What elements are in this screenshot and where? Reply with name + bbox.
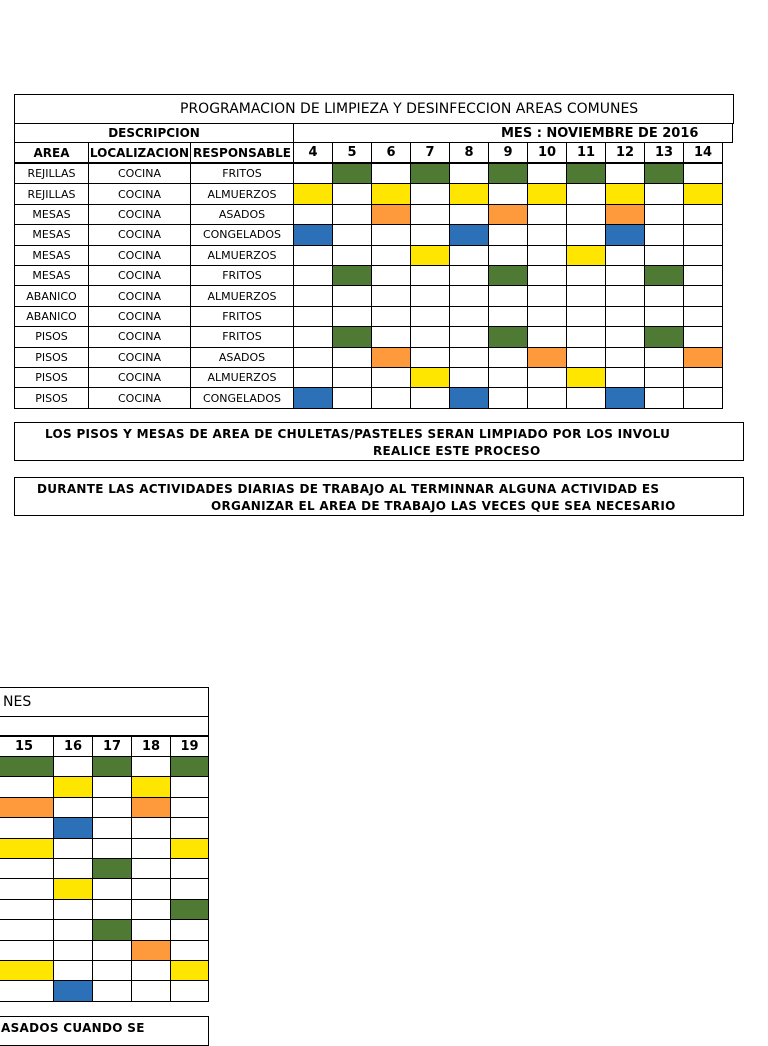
schedule-cell-day-11 [566,367,606,388]
day-header-6: 6 [371,142,411,163]
schedule-cell-day-15 [0,899,54,920]
schedule-cell-day-11 [566,224,606,245]
row-location: COCINA [88,265,191,286]
schedule-cell-day-11 [566,326,606,347]
row-location: COCINA [88,245,191,266]
schedule-cell-day-5 [332,347,372,368]
schedule-cell-day-12 [605,224,645,245]
schedule-cell-day-5 [332,183,372,204]
schedule-cell-day-15 [0,817,54,838]
schedule-cell-day-6 [371,183,411,204]
schedule-cell-day-12 [605,163,645,184]
schedule-cell-day-19 [170,797,209,818]
row-area: PISOS [14,347,89,368]
schedule-cell-day-9 [488,367,528,388]
schedule-cell-day-10 [527,163,567,184]
schedule-cell-day-4 [293,306,333,327]
row-responsible: FRITOS [190,265,294,286]
row-responsible: ALMUERZOS [190,183,294,204]
schedule-cell-day-14 [683,245,723,266]
schedule-cell-day-19 [170,960,209,981]
schedule-cell-day-7 [410,367,450,388]
schedule-cell-day-14 [683,347,723,368]
schedule-cell-day-10 [527,387,567,408]
col-header-location: LOCALIZACION [88,142,191,163]
sheet-fragment-bottom [0,680,210,1035]
row-responsible: ALMUERZOS [190,285,294,306]
col-header-responsible: RESPONSABLE [190,142,294,163]
schedule-cell-day-16 [53,878,93,899]
schedule-cell-day-18 [131,940,171,961]
schedule-cell-day-14 [683,285,723,306]
schedule-cell-day-17 [92,838,132,859]
schedule-cell-day-9 [488,183,528,204]
schedule-cell-day-14 [683,204,723,225]
title-fragment-row [0,687,209,717]
schedule-cell-day-15 [0,838,54,859]
row-responsible: FRITOS [190,163,294,184]
row-area: MESAS [14,245,89,266]
note-fragment-text: ASADOS CUANDO SE [1,1021,145,1035]
row-area: REJILLAS [14,163,89,184]
day-header-17: 17 [92,736,132,757]
schedule-cell-day-12 [605,306,645,327]
schedule-cell-day-16 [53,980,93,1001]
schedule-cell-day-18 [131,776,171,797]
schedule-cell-day-7 [410,326,450,347]
row-responsible: CONGELADOS [190,387,294,408]
month-label-cell [293,123,733,143]
schedule-cell-day-19 [170,776,209,797]
day-header-16: 16 [53,736,93,757]
schedule-cell-day-4 [293,245,333,266]
schedule-cell-day-10 [527,306,567,327]
schedule-cell-day-4 [293,285,333,306]
note-2-line-2: ORGANIZAR EL AREA DE TRABAJO LAS VECES QUE SEA NECESARIO [211,499,676,513]
schedule-cell-day-16 [53,776,93,797]
sheet-title: PROGRAMACION DE LIMPIEZA Y DESINFECCION AREAS COMUNES [180,101,639,117]
month-label: MES : NOVIEMBRE DE 2016 [501,125,699,141]
schedule-cell-day-13 [644,204,684,225]
schedule-cell-day-8 [449,245,489,266]
description-header: DESCRIPCION [14,123,294,143]
note-floors-tables [14,422,744,461]
schedule-cell-day-8 [449,347,489,368]
row-responsible: CONGELADOS [190,224,294,245]
row-area: REJILLAS [14,183,89,204]
schedule-cell-day-19 [170,756,209,777]
schedule-cell-day-14 [683,265,723,286]
schedule-cell-day-14 [683,163,723,184]
schedule-cell-day-11 [566,183,606,204]
row-area: MESAS [14,224,89,245]
schedule-cell-day-11 [566,265,606,286]
title-fragment: NES [3,694,32,710]
schedule-cell-day-9 [488,224,528,245]
schedule-cell-day-16 [53,797,93,818]
note-2-line-1: DURANTE LAS ACTIVIDADES DIARIAS DE TRABAJO AL TERMINNAR ALGUNA ACTIVIDAD ES [37,482,660,496]
schedule-cell-day-17 [92,960,132,981]
schedule-cell-day-17 [92,878,132,899]
note-daily-activities [14,477,744,516]
schedule-cell-day-12 [605,204,645,225]
note-fragment [0,1016,209,1046]
schedule-cell-day-6 [371,224,411,245]
schedule-cell-day-13 [644,224,684,245]
schedule-cell-day-11 [566,204,606,225]
day-header-8: 8 [449,142,489,163]
schedule-cell-day-8 [449,204,489,225]
row-location: COCINA [88,163,191,184]
schedule-cell-day-18 [131,838,171,859]
schedule-cell-day-5 [332,367,372,388]
schedule-cell-day-7 [410,183,450,204]
schedule-cell-day-7 [410,387,450,408]
row-area: PISOS [14,367,89,388]
schedule-cell-day-17 [92,858,132,879]
schedule-cell-day-16 [53,838,93,859]
schedule-cell-day-15 [0,756,54,777]
schedule-cell-day-17 [92,756,132,777]
schedule-cell-day-12 [605,326,645,347]
schedule-cell-day-4 [293,326,333,347]
schedule-cell-day-16 [53,858,93,879]
row-location: COCINA [88,326,191,347]
schedule-cell-day-8 [449,285,489,306]
row-responsible: ASADOS [190,347,294,368]
schedule-cell-day-5 [332,285,372,306]
schedule-cell-day-7 [410,265,450,286]
row-location: COCINA [88,224,191,245]
row-responsible: FRITOS [190,306,294,327]
schedule-cell-day-19 [170,899,209,920]
schedule-cell-day-6 [371,265,411,286]
day-header-18: 18 [131,736,171,757]
schedule-cell-day-4 [293,367,333,388]
row-responsible: ALMUERZOS [190,367,294,388]
schedule-cell-day-10 [527,265,567,286]
schedule-cell-day-16 [53,817,93,838]
schedule-cell-day-10 [527,326,567,347]
schedule-cell-day-14 [683,306,723,327]
schedule-cell-day-10 [527,183,567,204]
row-location: COCINA [88,183,191,204]
schedule-cell-day-4 [293,224,333,245]
row-responsible: FRITOS [190,326,294,347]
day-header-13: 13 [644,142,684,163]
row-area: ABANICO [14,285,89,306]
schedule-cell-day-12 [605,265,645,286]
schedule-cell-day-12 [605,245,645,266]
schedule-cell-day-17 [92,980,132,1001]
schedule-cell-day-6 [371,347,411,368]
schedule-cell-day-18 [131,858,171,879]
schedule-cell-day-11 [566,163,606,184]
schedule-cell-day-16 [53,756,93,777]
schedule-cell-day-5 [332,224,372,245]
schedule-cell-day-5 [332,245,372,266]
schedule-cell-day-17 [92,817,132,838]
schedule-cell-day-17 [92,899,132,920]
schedule-cell-day-18 [131,878,171,899]
schedule-cell-day-17 [92,797,132,818]
schedule-cell-day-10 [527,285,567,306]
schedule-cell-day-11 [566,245,606,266]
day-header-12: 12 [605,142,645,163]
schedule-cell-day-17 [92,919,132,940]
schedule-cell-day-19 [170,980,209,1001]
schedule-cell-day-19 [170,940,209,961]
schedule-cell-day-19 [170,817,209,838]
schedule-cell-day-13 [644,347,684,368]
schedule-cell-day-14 [683,224,723,245]
row-area: MESAS [14,204,89,225]
schedule-cell-day-9 [488,326,528,347]
schedule-cell-day-9 [488,245,528,266]
schedule-cell-day-19 [170,838,209,859]
schedule-cell-day-5 [332,387,372,408]
schedule-cell-day-17 [92,940,132,961]
schedule-cell-day-15 [0,919,54,940]
schedule-cell-day-14 [683,183,723,204]
schedule-cell-day-9 [488,387,528,408]
schedule-cell-day-18 [131,919,171,940]
row-location: COCINA [88,285,191,306]
schedule-cell-day-6 [371,367,411,388]
schedule-cell-day-7 [410,163,450,184]
schedule-cell-day-11 [566,347,606,368]
schedule-cell-day-11 [566,306,606,327]
schedule-cell-day-15 [0,980,54,1001]
day-header-15: 15 [0,736,54,757]
schedule-cell-day-15 [0,858,54,879]
schedule-cell-day-4 [293,204,333,225]
schedule-cell-day-6 [371,285,411,306]
row-location: COCINA [88,306,191,327]
row-area: MESAS [14,265,89,286]
schedule-cell-day-8 [449,306,489,327]
row-area: PISOS [14,326,89,347]
schedule-cell-day-7 [410,285,450,306]
schedule-cell-day-7 [410,224,450,245]
schedule-cell-day-5 [332,265,372,286]
schedule-cell-day-5 [332,326,372,347]
schedule-cell-day-13 [644,306,684,327]
schedule-cell-day-6 [371,245,411,266]
schedule-cell-day-10 [527,224,567,245]
note-1-line-1: LOS PISOS Y MESAS DE AREA DE CHULETAS/PASTELES SERAN LIMPIADO POR LOS INVOLU [45,427,671,441]
schedule-cell-day-9 [488,285,528,306]
schedule-cell-day-15 [0,960,54,981]
schedule-cell-day-16 [53,940,93,961]
row-location: COCINA [88,387,191,408]
day-header-19: 19 [170,736,209,757]
schedule-cell-day-13 [644,183,684,204]
col-header-area: AREA [14,142,89,163]
schedule-cell-day-19 [170,919,209,940]
day-header-14: 14 [683,142,723,163]
sheet-title-row [14,94,734,124]
schedule-cell-day-14 [683,326,723,347]
schedule-cell-day-13 [644,326,684,347]
schedule-cell-day-14 [683,387,723,408]
schedule-cell-day-5 [332,306,372,327]
schedule-cell-day-12 [605,387,645,408]
schedule-cell-day-9 [488,347,528,368]
schedule-cell-day-18 [131,960,171,981]
schedule-cell-day-16 [53,960,93,981]
row-area: ABANICO [14,306,89,327]
schedule-cell-day-16 [53,919,93,940]
schedule-cell-day-13 [644,285,684,306]
schedule-cell-day-8 [449,387,489,408]
schedule-cell-day-9 [488,265,528,286]
schedule-cell-day-10 [527,347,567,368]
schedule-cell-day-13 [644,387,684,408]
day-header-7: 7 [410,142,450,163]
schedule-cell-day-8 [449,367,489,388]
schedule-cell-day-6 [371,163,411,184]
schedule-cell-day-4 [293,387,333,408]
schedule-cell-day-15 [0,878,54,899]
schedule-cell-day-7 [410,245,450,266]
note-1-line-2: REALICE ESTE PROCESO [373,444,541,458]
schedule-cell-day-7 [410,306,450,327]
schedule-cell-day-4 [293,265,333,286]
schedule-cell-day-6 [371,204,411,225]
day-header-9: 9 [488,142,528,163]
schedule-cell-day-6 [371,387,411,408]
schedule-cell-day-6 [371,306,411,327]
schedule-cell-day-16 [53,899,93,920]
row-responsible: ASADOS [190,204,294,225]
schedule-cell-day-14 [683,367,723,388]
schedule-cell-day-4 [293,347,333,368]
schedule-cell-day-19 [170,878,209,899]
schedule-cell-day-13 [644,163,684,184]
row-location: COCINA [88,347,191,368]
schedule-cell-day-12 [605,347,645,368]
schedule-cell-day-15 [0,776,54,797]
row-location: COCINA [88,204,191,225]
schedule-cell-day-19 [170,858,209,879]
schedule-cell-day-18 [131,797,171,818]
schedule-cell-day-12 [605,183,645,204]
schedule-cell-day-13 [644,367,684,388]
day-header-10: 10 [527,142,567,163]
schedule-cell-day-8 [449,183,489,204]
schedule-cell-day-7 [410,347,450,368]
schedule-cell-day-18 [131,756,171,777]
schedule-cell-day-8 [449,224,489,245]
schedule-cell-day-5 [332,163,372,184]
schedule-cell-day-17 [92,776,132,797]
schedule-cell-day-18 [131,980,171,1001]
schedule-cell-day-9 [488,163,528,184]
schedule-cell-day-15 [0,940,54,961]
schedule-cell-day-6 [371,326,411,347]
schedule-cell-day-8 [449,265,489,286]
schedule-cell-day-11 [566,387,606,408]
schedule-cell-day-4 [293,183,333,204]
row-area: PISOS [14,387,89,408]
schedule-cell-day-5 [332,204,372,225]
schedule-cell-day-13 [644,245,684,266]
schedule-cell-day-18 [131,817,171,838]
schedule-cell-day-10 [527,204,567,225]
schedule-cell-day-8 [449,326,489,347]
day-header-11: 11 [566,142,606,163]
month-fragment-row [0,716,209,736]
schedule-cell-day-12 [605,367,645,388]
day-header-5: 5 [332,142,372,163]
row-location: COCINA [88,367,191,388]
schedule-cell-day-8 [449,163,489,184]
schedule-cell-day-9 [488,306,528,327]
schedule-cell-day-4 [293,163,333,184]
schedule-cell-day-15 [0,797,54,818]
schedule-cell-day-11 [566,285,606,306]
schedule-cell-day-12 [605,285,645,306]
schedule-cell-day-7 [410,204,450,225]
schedule-cell-day-13 [644,265,684,286]
schedule-cell-day-10 [527,367,567,388]
row-responsible: ALMUERZOS [190,245,294,266]
day-header-4: 4 [293,142,333,163]
schedule-cell-day-18 [131,899,171,920]
schedule-cell-day-9 [488,204,528,225]
schedule-cell-day-10 [527,245,567,266]
